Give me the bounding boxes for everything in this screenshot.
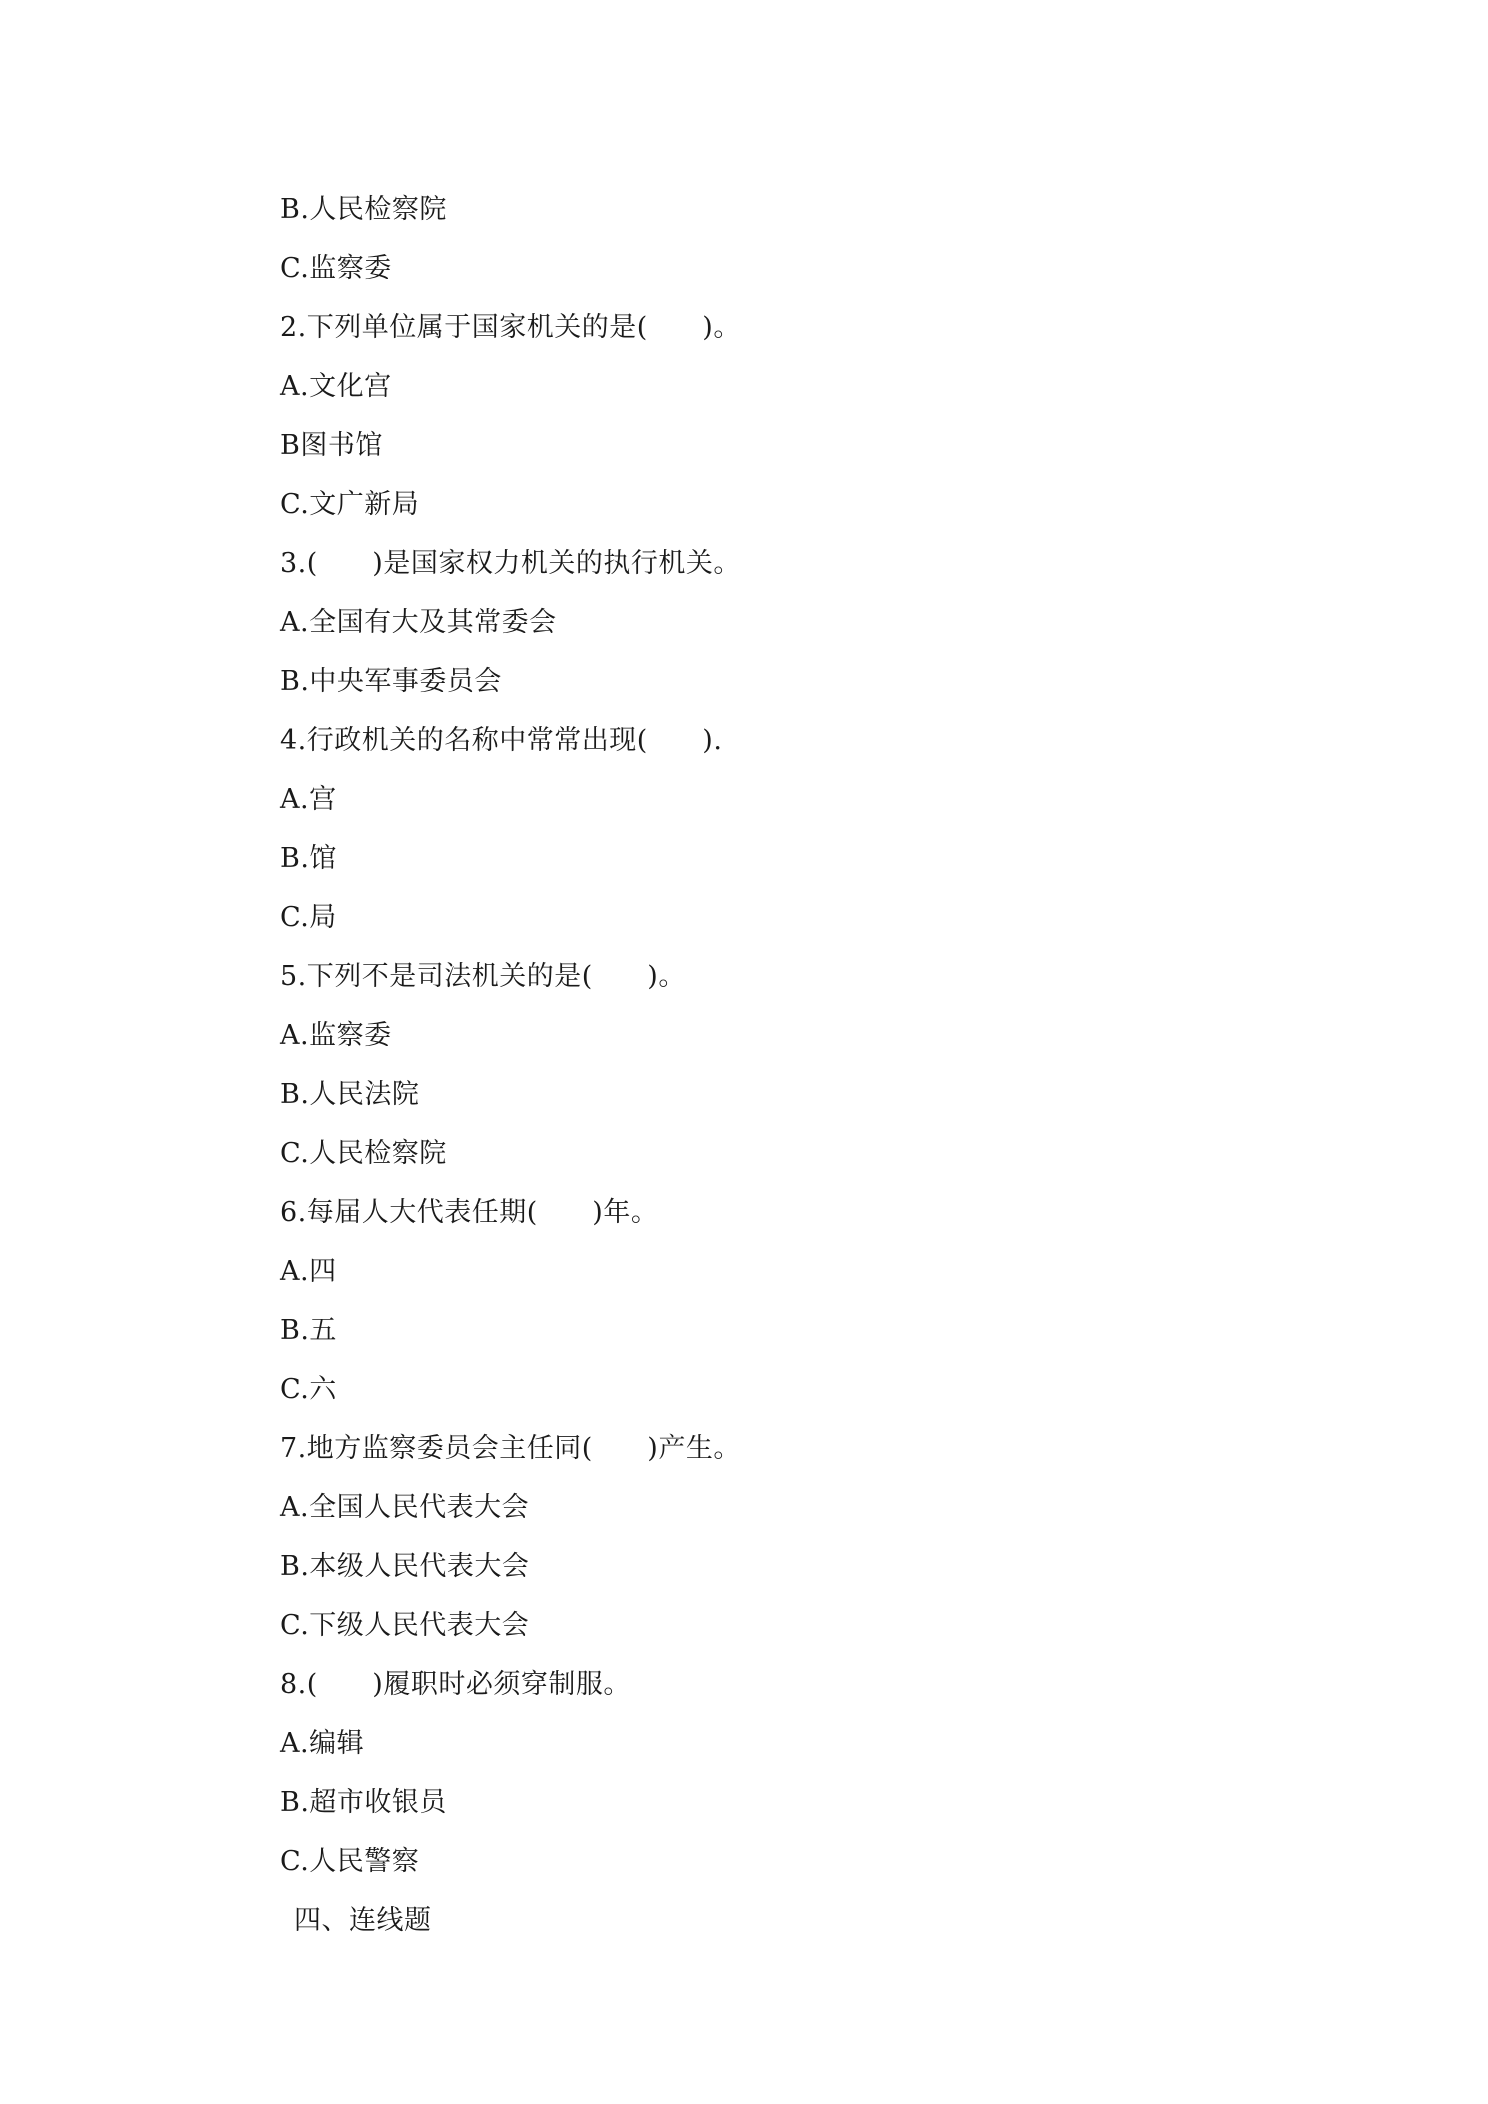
option-line: C.下级人民代表大会 <box>280 1610 530 1641</box>
option-line: A.四 <box>280 1256 337 1287</box>
question-line: 7.地方监察委员会主任同( )产生。 <box>280 1433 741 1464</box>
option-line: A.全国有大及其常委会 <box>280 607 557 638</box>
question-line: 3.( )是国家权力机关的执行机关。 <box>280 548 741 579</box>
option-line: A.宫 <box>280 784 337 815</box>
option-line: B.本级人民代表大会 <box>280 1551 530 1582</box>
question-line: 4.行政机关的名称中常常出现( ). <box>280 725 723 756</box>
option-line: B图书馆 <box>280 430 383 461</box>
question-line: 8.( )履职时必须穿制服。 <box>280 1669 631 1700</box>
option-line: A.编辑 <box>280 1728 365 1759</box>
question-line: 2.下列单位属于国家机关的是( )。 <box>280 312 741 343</box>
section-heading: 四、连线题 <box>294 1905 432 1936</box>
option-line: C.六 <box>280 1374 337 1405</box>
option-line: A.文化宫 <box>280 371 392 402</box>
option-line: B.中央军事委员会 <box>280 666 502 697</box>
option-line: C.人民检察院 <box>280 1138 447 1169</box>
option-line: C.局 <box>280 902 337 933</box>
option-line: C.文广新局 <box>280 489 420 520</box>
option-line: B.人民法院 <box>280 1079 420 1110</box>
question-line: 6.每届人大代表任期( )年。 <box>280 1197 659 1228</box>
option-line: B.人民检察院 <box>280 194 447 225</box>
option-line: C.监察委 <box>280 253 392 284</box>
question-line: 5.下列不是司法机关的是( )。 <box>280 961 686 992</box>
option-line: A.监察委 <box>280 1020 392 1051</box>
option-line: C.人民警察 <box>280 1846 420 1877</box>
option-line: B.超市收银员 <box>280 1787 447 1818</box>
option-line: B.五 <box>280 1315 337 1346</box>
option-line: A.全国人民代表大会 <box>280 1492 530 1523</box>
question-list <box>280 188 1280 1958</box>
option-line: B.馆 <box>280 843 337 874</box>
